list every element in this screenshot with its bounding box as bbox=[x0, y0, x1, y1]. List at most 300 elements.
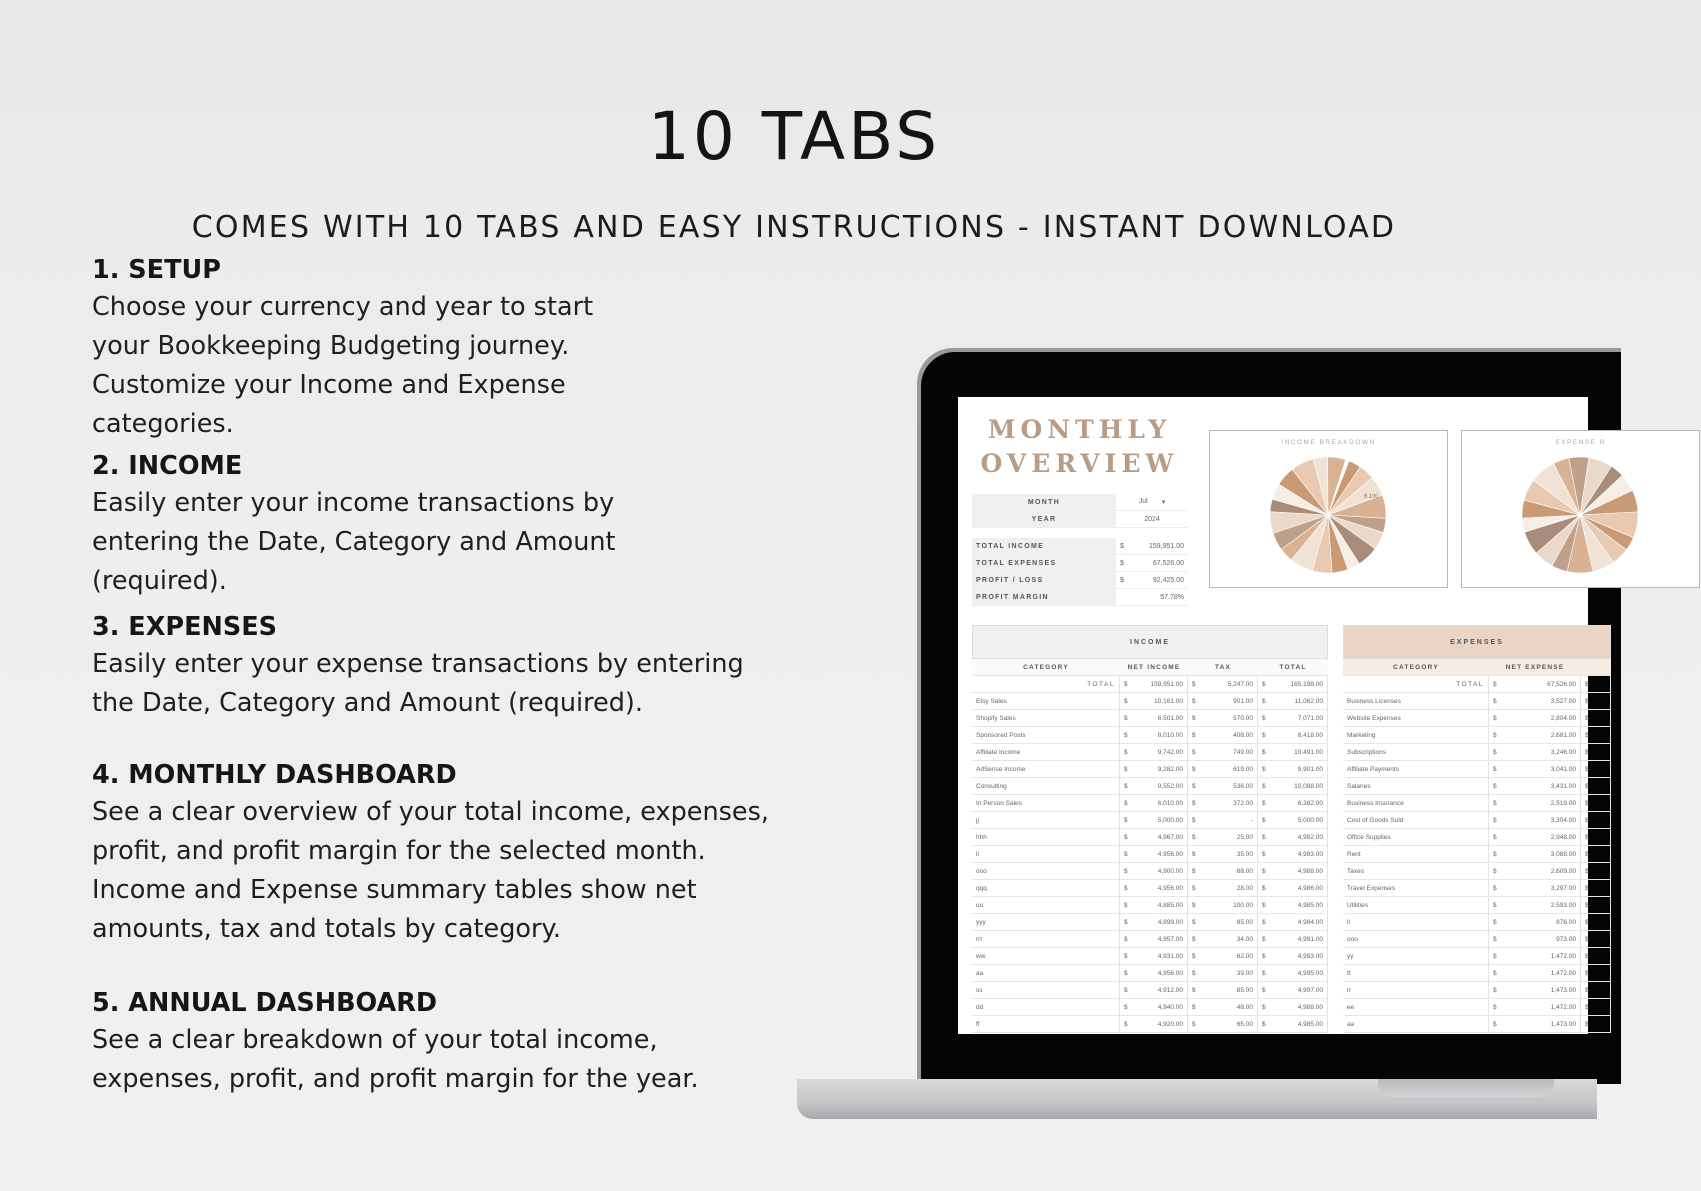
money-cell bbox=[1120, 982, 1188, 998]
category-cell: Business Insurance bbox=[1343, 795, 1489, 811]
currency-symbol: $ bbox=[1124, 884, 1128, 892]
money-cell bbox=[1120, 778, 1188, 794]
money-cell bbox=[1120, 829, 1188, 845]
amount: 408.00 bbox=[1233, 731, 1253, 739]
column-header: TAX bbox=[1214, 663, 1232, 671]
currency-symbol: $ bbox=[1493, 799, 1497, 807]
table-title: EXPENSES bbox=[1343, 625, 1611, 659]
month-value: Jul bbox=[1138, 498, 1148, 505]
amount: 159,951.00 bbox=[1148, 542, 1184, 550]
currency-symbol: $ bbox=[1192, 884, 1196, 892]
money-cell bbox=[1489, 693, 1581, 709]
amount: 92,425.00 bbox=[1152, 576, 1184, 584]
money-cell bbox=[1120, 846, 1188, 862]
amount: 6,382.00 bbox=[1297, 799, 1323, 807]
currency-symbol: $ bbox=[1493, 901, 1497, 909]
currency-symbol: $ bbox=[1124, 748, 1128, 756]
money-cell bbox=[1258, 676, 1328, 692]
summary-row bbox=[972, 589, 1188, 606]
money-cell bbox=[1120, 710, 1188, 726]
table-row[interactable] bbox=[972, 948, 1328, 965]
category-cell: hhh bbox=[972, 829, 1120, 845]
money-cell bbox=[1188, 795, 1258, 811]
money-cell bbox=[1188, 727, 1258, 743]
currency-symbol: $ bbox=[1493, 765, 1497, 773]
amount: 100.00 bbox=[1233, 901, 1253, 909]
money-cell bbox=[1258, 965, 1328, 981]
amount: 4,985.00 bbox=[1297, 901, 1323, 909]
amount: 4,995.00 bbox=[1297, 969, 1323, 977]
page-subtitle: COMES WITH 10 TABS AND EASY INSTRUCTIONS - INSTANT DOWNLOAD bbox=[191, 210, 1397, 245]
feature-body: Easily enter your income transactions by entering the Date, Category and Amount (required). bbox=[92, 488, 616, 596]
money-cell bbox=[1258, 897, 1328, 913]
category-cell: Sponsored Posts bbox=[972, 727, 1120, 743]
currency-symbol: $ bbox=[1493, 731, 1497, 739]
money-cell bbox=[1489, 676, 1581, 692]
currency-symbol: $ bbox=[1192, 714, 1196, 722]
currency-symbol: $ bbox=[1262, 765, 1266, 773]
category-cell: Etsy Sales bbox=[972, 693, 1120, 709]
summary-label: TOTAL EXPENSES bbox=[972, 555, 1116, 571]
amount: 4,985.00 bbox=[1297, 1020, 1323, 1028]
table-columns bbox=[972, 659, 1328, 676]
money-cell bbox=[1489, 829, 1581, 845]
table-row[interactable] bbox=[1343, 965, 1611, 982]
table-row[interactable] bbox=[972, 880, 1328, 897]
money-cell bbox=[1489, 761, 1581, 777]
category-cell: ll bbox=[1343, 914, 1489, 930]
table-row[interactable] bbox=[1343, 829, 1611, 846]
amount: 4,992.00 bbox=[1297, 833, 1323, 841]
money-cell bbox=[1120, 693, 1188, 709]
money-cell bbox=[1258, 778, 1328, 794]
category-cell: yy bbox=[1343, 948, 1489, 964]
money-cell: $ bbox=[1581, 914, 1611, 930]
table-row[interactable] bbox=[1343, 846, 1611, 863]
amount: 4,900.00 bbox=[1157, 867, 1183, 875]
table-row[interactable] bbox=[972, 795, 1328, 812]
category-cell: uu bbox=[972, 897, 1120, 913]
amount: 11,062.00 bbox=[1294, 697, 1323, 705]
table-row[interactable] bbox=[972, 778, 1328, 795]
money-cell bbox=[1489, 795, 1581, 811]
table-row[interactable] bbox=[1343, 812, 1611, 829]
table-row[interactable] bbox=[1343, 744, 1611, 761]
amount: 536.00 bbox=[1233, 782, 1253, 790]
amount: 1,473.00 bbox=[1550, 986, 1576, 994]
category-cell: qqq bbox=[972, 880, 1120, 896]
amount: 9,282.00 bbox=[1157, 765, 1183, 773]
amount: 2,519.00 bbox=[1550, 799, 1576, 807]
money-cell bbox=[1188, 829, 1258, 845]
money-cell bbox=[1188, 880, 1258, 896]
currency-symbol: $ bbox=[1262, 850, 1266, 858]
amount: 9,742.00 bbox=[1157, 748, 1183, 756]
table-row[interactable] bbox=[1343, 795, 1611, 812]
category-cell: ooo bbox=[972, 863, 1120, 879]
currency-symbol: $ bbox=[1192, 952, 1196, 960]
currency-symbol: $ bbox=[1493, 680, 1497, 688]
money-cell bbox=[1489, 727, 1581, 743]
total-label: TOTAL bbox=[972, 676, 1120, 692]
money-cell bbox=[1188, 897, 1258, 913]
category-cell: dd bbox=[972, 999, 1120, 1015]
table-row[interactable] bbox=[1343, 931, 1611, 948]
category-cell: Affiliate Income bbox=[972, 744, 1120, 760]
amount: 9,901.00 bbox=[1297, 765, 1323, 773]
money-cell bbox=[1489, 914, 1581, 930]
money-cell: $ bbox=[1581, 778, 1611, 794]
amount: 8,010.00 bbox=[1157, 731, 1183, 739]
category-cell: ooo bbox=[1343, 931, 1489, 947]
amount: 1,472.00 bbox=[1550, 969, 1576, 977]
amount: 1,472.00 bbox=[1550, 1003, 1576, 1011]
table-row[interactable] bbox=[972, 999, 1328, 1016]
amount: 3,246.00 bbox=[1550, 748, 1576, 756]
column-header: NET EXPENSE bbox=[1505, 663, 1565, 671]
money-cell bbox=[1489, 982, 1581, 998]
amount: 85.00 bbox=[1236, 986, 1253, 994]
currency-symbol: $ bbox=[1124, 1003, 1128, 1011]
category-cell: AdSense Income bbox=[972, 761, 1120, 777]
money-cell bbox=[1258, 948, 1328, 964]
currency-symbol: $ bbox=[1192, 816, 1196, 824]
amount: 4,986.00 bbox=[1297, 884, 1323, 892]
amount: 876.00 bbox=[1556, 918, 1576, 926]
table-row[interactable] bbox=[1343, 710, 1611, 727]
amount: 5,247.00 bbox=[1227, 680, 1253, 688]
table-row[interactable] bbox=[972, 693, 1328, 710]
sheet-title-line2: OVERVIEW bbox=[980, 449, 1179, 478]
amount: 2,948.00 bbox=[1550, 833, 1576, 841]
money-cell bbox=[1489, 846, 1581, 862]
money-cell bbox=[1120, 948, 1188, 964]
summary-label: PROFIT / LOSS bbox=[972, 572, 1116, 588]
table-row[interactable] bbox=[972, 727, 1328, 744]
amount: 1,472.00 bbox=[1550, 952, 1576, 960]
feature-heading: 4. MONTHLY DASHBOARD bbox=[92, 760, 457, 790]
feature-income bbox=[92, 448, 792, 601]
money-cell bbox=[1188, 710, 1258, 726]
money-cell bbox=[1258, 914, 1328, 930]
feature-body: Easily enter your expense transactions by entering the Date, Category and Amount (required). bbox=[92, 649, 744, 718]
currency-symbol: $ bbox=[1192, 833, 1196, 841]
currency-symbol: $ bbox=[1192, 1020, 1196, 1028]
currency-symbol: $ bbox=[1493, 697, 1497, 705]
amount: 3,088.00 bbox=[1550, 850, 1576, 858]
money-cell bbox=[1120, 863, 1188, 879]
money-cell bbox=[1188, 1016, 1258, 1032]
money-cell bbox=[1120, 880, 1188, 896]
amount: 3,527.00 bbox=[1550, 697, 1576, 705]
money-cell: $ bbox=[1581, 829, 1611, 845]
money-cell bbox=[1258, 880, 1328, 896]
currency-symbol: $ bbox=[1192, 782, 1196, 790]
table-row[interactable] bbox=[972, 744, 1328, 761]
table-row[interactable] bbox=[1343, 982, 1611, 999]
currency-symbol: $ bbox=[1124, 799, 1128, 807]
money-cell: $ bbox=[1581, 999, 1611, 1015]
category-cell: Marketing bbox=[1343, 727, 1489, 743]
amount: 39.00 bbox=[1236, 969, 1253, 977]
period-selector bbox=[972, 494, 1188, 528]
currency-symbol: $ bbox=[1493, 952, 1497, 960]
money-cell bbox=[1120, 914, 1188, 930]
amount: 10,491.00 bbox=[1294, 748, 1323, 756]
sheet-title bbox=[972, 413, 1187, 481]
money-cell bbox=[1120, 676, 1188, 692]
currency-symbol: $ bbox=[1192, 969, 1196, 977]
money-cell bbox=[1258, 1016, 1328, 1032]
table-row[interactable] bbox=[1343, 693, 1611, 710]
amount: 165,198.00 bbox=[1290, 680, 1323, 688]
currency-symbol: $ bbox=[1124, 680, 1128, 688]
currency-symbol: $ bbox=[1262, 1020, 1266, 1028]
sheet-title-line1: MONTHLY bbox=[987, 415, 1172, 444]
amount: 10,161.00 bbox=[1154, 697, 1183, 705]
money-cell bbox=[1188, 863, 1258, 879]
currency-symbol: $ bbox=[1262, 884, 1266, 892]
table-row[interactable] bbox=[1343, 863, 1611, 880]
table-row[interactable] bbox=[972, 863, 1328, 880]
table-row[interactable] bbox=[1343, 914, 1611, 931]
column-header: CATEGORY bbox=[1393, 663, 1439, 671]
currency-symbol: $ bbox=[1120, 559, 1124, 567]
amount: 3,297.00 bbox=[1550, 884, 1576, 892]
amount: 4,967.00 bbox=[1157, 833, 1183, 841]
table-row[interactable] bbox=[972, 761, 1328, 778]
money-cell bbox=[1258, 846, 1328, 862]
category-cell: aa bbox=[972, 965, 1120, 981]
amount: 67,526.00 bbox=[1152, 559, 1184, 567]
amount: 65.00 bbox=[1236, 1020, 1253, 1028]
amount: 48.00 bbox=[1236, 1003, 1253, 1011]
money-cell bbox=[1258, 761, 1328, 777]
amount: 4,957.00 bbox=[1157, 935, 1183, 943]
amount: 3,041.00 bbox=[1550, 765, 1576, 773]
currency-symbol: $ bbox=[1124, 697, 1128, 705]
money-cell bbox=[1120, 999, 1188, 1015]
category-cell: ss bbox=[972, 982, 1120, 998]
currency-symbol: $ bbox=[1262, 901, 1266, 909]
currency-symbol: $ bbox=[1262, 833, 1266, 841]
dropdown-arrow-icon[interactable]: ▾ bbox=[1161, 499, 1166, 506]
money-cell: $ bbox=[1581, 965, 1611, 981]
table-row[interactable] bbox=[972, 965, 1328, 982]
amount: 25.00 bbox=[1236, 833, 1253, 841]
amount: 88.00 bbox=[1236, 867, 1253, 875]
currency-symbol: $ bbox=[1493, 918, 1497, 926]
money-cell bbox=[1188, 693, 1258, 709]
money-cell bbox=[1489, 1016, 1581, 1032]
summary-label: PROFIT MARGIN bbox=[972, 589, 1116, 605]
currency-symbol: $ bbox=[1192, 986, 1196, 994]
currency-symbol: $ bbox=[1192, 918, 1196, 926]
feature-annual-dashboard bbox=[92, 985, 792, 1099]
currency-symbol: $ bbox=[1124, 731, 1128, 739]
money-cell bbox=[1188, 982, 1258, 998]
currency-symbol: $ bbox=[1493, 969, 1497, 977]
currency-symbol: $ bbox=[1262, 867, 1266, 875]
currency-symbol: $ bbox=[1124, 782, 1128, 790]
amount: 34.00 bbox=[1236, 935, 1253, 943]
amount: - bbox=[1250, 816, 1253, 824]
table-row[interactable] bbox=[1343, 761, 1611, 778]
category-cell: Travel Expenses bbox=[1343, 880, 1489, 896]
currency-symbol: $ bbox=[1493, 714, 1497, 722]
currency-symbol: $ bbox=[1262, 782, 1266, 790]
currency-symbol: $ bbox=[1493, 782, 1497, 790]
amount: 619.00 bbox=[1233, 765, 1253, 773]
currency-symbol: $ bbox=[1493, 816, 1497, 824]
amount: 159,951.00 bbox=[1150, 680, 1183, 688]
money-cell bbox=[1188, 778, 1258, 794]
table-row[interactable] bbox=[972, 846, 1328, 863]
money-cell bbox=[1489, 863, 1581, 879]
amount: 4,920.00 bbox=[1157, 1020, 1183, 1028]
summary-row bbox=[972, 538, 1188, 555]
table-row[interactable] bbox=[972, 914, 1328, 931]
table-row[interactable] bbox=[1343, 727, 1611, 744]
money-cell bbox=[1489, 744, 1581, 760]
feature-body: See a clear breakdown of your total income, expenses, profit, and profit margin for the year. bbox=[92, 1025, 699, 1094]
amount: 4,984.00 bbox=[1297, 918, 1323, 926]
amount: 570.00 bbox=[1233, 714, 1253, 722]
total-label: TOTAL bbox=[1343, 676, 1489, 692]
money-cell bbox=[1489, 710, 1581, 726]
money-cell bbox=[1120, 812, 1188, 828]
amount: 4,988.00 bbox=[1297, 867, 1323, 875]
currency-symbol: $ bbox=[1262, 918, 1266, 926]
amount: 8,418.00 bbox=[1297, 731, 1323, 739]
money-cell: $ bbox=[1581, 727, 1611, 743]
feature-body: See a clear overview of your total income, expenses, profit, and profit margin for the selected month. Income and Expense summary tables show net amounts, tax and totals by category. bbox=[92, 797, 769, 944]
amount: 4,956.00 bbox=[1157, 884, 1183, 892]
table-row[interactable] bbox=[1343, 897, 1611, 914]
table-row[interactable] bbox=[1343, 948, 1611, 965]
money-cell bbox=[1188, 744, 1258, 760]
money-cell: $ bbox=[1581, 931, 1611, 947]
table-row[interactable] bbox=[972, 710, 1328, 727]
table-row[interactable] bbox=[1343, 1016, 1611, 1033]
money-cell bbox=[1120, 1016, 1188, 1032]
currency-symbol: $ bbox=[1124, 1020, 1128, 1028]
month-label: MONTH bbox=[972, 494, 1116, 510]
amount: 973.00 bbox=[1556, 935, 1576, 943]
money-cell: $ bbox=[1581, 812, 1611, 828]
expense-breakdown-chart bbox=[1461, 430, 1700, 588]
money-cell bbox=[1489, 880, 1581, 896]
page-title: 10 TABS bbox=[647, 98, 941, 175]
feature-body: Choose your currency and year to start your Bookkeeping Budgeting journey. Customize your Income and Expense categories. bbox=[92, 292, 594, 439]
money-cell bbox=[1258, 982, 1328, 998]
money-cell bbox=[1258, 829, 1328, 845]
money-cell bbox=[1188, 914, 1258, 930]
money-cell bbox=[1120, 897, 1188, 913]
table-row[interactable] bbox=[972, 897, 1328, 914]
money-cell bbox=[1489, 931, 1581, 947]
table-row[interactable] bbox=[1343, 880, 1611, 897]
currency-symbol: $ bbox=[1124, 986, 1128, 994]
currency-symbol: $ bbox=[1493, 748, 1497, 756]
currency-symbol: $ bbox=[1262, 935, 1266, 943]
category-cell: rrr bbox=[972, 931, 1120, 947]
currency-symbol: $ bbox=[1262, 969, 1266, 977]
feature-expenses bbox=[92, 609, 792, 723]
currency-symbol: $ bbox=[1262, 748, 1266, 756]
table-title: INCOME bbox=[972, 625, 1328, 659]
summary-table bbox=[972, 538, 1188, 606]
currency-symbol: $ bbox=[1124, 935, 1128, 943]
year-label: YEAR bbox=[972, 511, 1116, 527]
money-cell bbox=[1258, 812, 1328, 828]
amount: 901.00 bbox=[1233, 697, 1253, 705]
currency-symbol: $ bbox=[1262, 799, 1266, 807]
category-cell: Business Licenses bbox=[1343, 693, 1489, 709]
amount: 9,552.00 bbox=[1157, 782, 1183, 790]
table-row[interactable] bbox=[972, 1016, 1328, 1033]
category-cell: Cost of Goods Sold bbox=[1343, 812, 1489, 828]
money-cell bbox=[1120, 931, 1188, 947]
money-cell bbox=[1188, 676, 1258, 692]
feature-setup bbox=[92, 252, 792, 444]
month-select[interactable] bbox=[1116, 498, 1188, 506]
currency-symbol: $ bbox=[1124, 918, 1128, 926]
money-cell bbox=[1120, 795, 1188, 811]
currency-symbol: $ bbox=[1262, 697, 1266, 705]
category-cell: Salaries bbox=[1343, 778, 1489, 794]
category-cell: ee bbox=[1343, 999, 1489, 1015]
money-cell bbox=[1120, 744, 1188, 760]
currency-symbol: $ bbox=[1262, 680, 1266, 688]
category-cell: Consulting bbox=[972, 778, 1120, 794]
category-cell: In Person Sales bbox=[972, 795, 1120, 811]
amount: 4,997.00 bbox=[1297, 986, 1323, 994]
currency-symbol: $ bbox=[1192, 765, 1196, 773]
table-row[interactable] bbox=[972, 982, 1328, 999]
amount: 3,304.00 bbox=[1550, 816, 1576, 824]
table-row[interactable] bbox=[1343, 778, 1611, 795]
amount: 7,071.00 bbox=[1297, 714, 1323, 722]
table-row[interactable] bbox=[972, 812, 1328, 829]
amount: 5,000.00 bbox=[1157, 816, 1183, 824]
money-cell: $ bbox=[1581, 744, 1611, 760]
table-row[interactable] bbox=[1343, 999, 1611, 1016]
category-cell: Shopify Sales bbox=[972, 710, 1120, 726]
chart-caption: EXPENSE B bbox=[1555, 439, 1606, 446]
laptop-notch bbox=[1378, 1079, 1554, 1097]
column-header: TOTAL bbox=[1279, 663, 1307, 671]
category-cell: aa bbox=[1343, 1016, 1489, 1032]
currency-symbol: $ bbox=[1192, 867, 1196, 875]
table-row[interactable] bbox=[972, 931, 1328, 948]
money-cell bbox=[1188, 812, 1258, 828]
money-cell: $ bbox=[1581, 897, 1611, 913]
amount: 85.00 bbox=[1236, 918, 1253, 926]
amount: 10,088.00 bbox=[1294, 782, 1323, 790]
currency-symbol: $ bbox=[1192, 731, 1196, 739]
money-cell bbox=[1120, 761, 1188, 777]
table-row[interactable] bbox=[972, 829, 1328, 846]
summary-label: TOTAL INCOME bbox=[972, 538, 1116, 554]
year-value[interactable]: 2024 bbox=[1144, 515, 1160, 523]
amount: 4,993.00 bbox=[1297, 850, 1323, 858]
summary-value bbox=[1116, 543, 1188, 550]
amount: 4,912.00 bbox=[1157, 986, 1183, 994]
expense-pie bbox=[1462, 455, 1701, 585]
amount: 2,681.00 bbox=[1550, 731, 1576, 739]
total-row bbox=[1343, 676, 1611, 693]
